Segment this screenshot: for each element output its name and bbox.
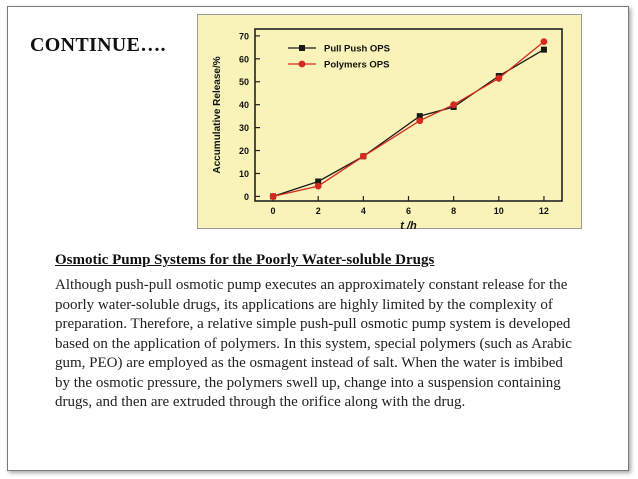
legend-label: Polymers OPS [324, 59, 390, 71]
x-axis-label: t /h [400, 220, 417, 230]
y-tick-label: 10 [238, 168, 249, 179]
y-axis-label: Accumulative Release/% [212, 56, 223, 174]
body-paragraph: Although push-pull osmotic pump executes an approximately constant release for the poorly water-soluble drugs, its applications are highly limited by the complexity of preparation. Therefore, a relative simple push-pull osmotic pump system is developed based on the application of polymers. In this system, special polymers (such as Arabic gum, PEO) are employed as the osmagent instead of salt. When the water is imbibed by the osmotic pressure, the polymers swell up, change into a suspension containing drugs, and then are extruded through the orifice along with the drug. [55, 277, 572, 410]
legend-marker [299, 45, 305, 51]
x-tick-label: 2 [315, 206, 321, 216]
data-point [541, 47, 547, 53]
y-tick-label: 30 [238, 123, 249, 134]
y-tick-label: 70 [238, 31, 249, 42]
data-point [541, 38, 548, 45]
x-tick-label: 6 [405, 206, 412, 216]
section-heading: Osmotic Pump Systems for the Poorly Water-soluble Drugs [55, 252, 435, 268]
data-point [360, 153, 367, 160]
slide-title: CONTINUE…. [30, 34, 166, 56]
plot-frame [255, 29, 562, 201]
data-point [416, 117, 423, 124]
y-tick-label: 50 [238, 77, 249, 88]
series-line-1 [273, 50, 544, 197]
x-tick-label: 12 [538, 206, 549, 216]
release-chart [198, 15, 583, 230]
y-tick-label: 40 [238, 100, 249, 111]
data-point [270, 193, 277, 200]
x-tick-label: 0 [270, 206, 276, 216]
data-point [315, 183, 322, 190]
series-line-2 [273, 42, 544, 197]
y-tick-label: 60 [238, 54, 249, 65]
data-point [495, 75, 502, 82]
y-tick-label: 20 [238, 146, 249, 157]
legend-marker [299, 61, 306, 68]
legend-label: Pull Push OPS [324, 43, 390, 55]
data-point [450, 101, 457, 108]
y-tick-label: 0 [243, 191, 249, 202]
x-tick-label: 8 [451, 206, 457, 216]
x-tick-label: 4 [360, 206, 366, 216]
chart-panel [197, 14, 582, 229]
x-tick-label: 10 [493, 206, 504, 216]
